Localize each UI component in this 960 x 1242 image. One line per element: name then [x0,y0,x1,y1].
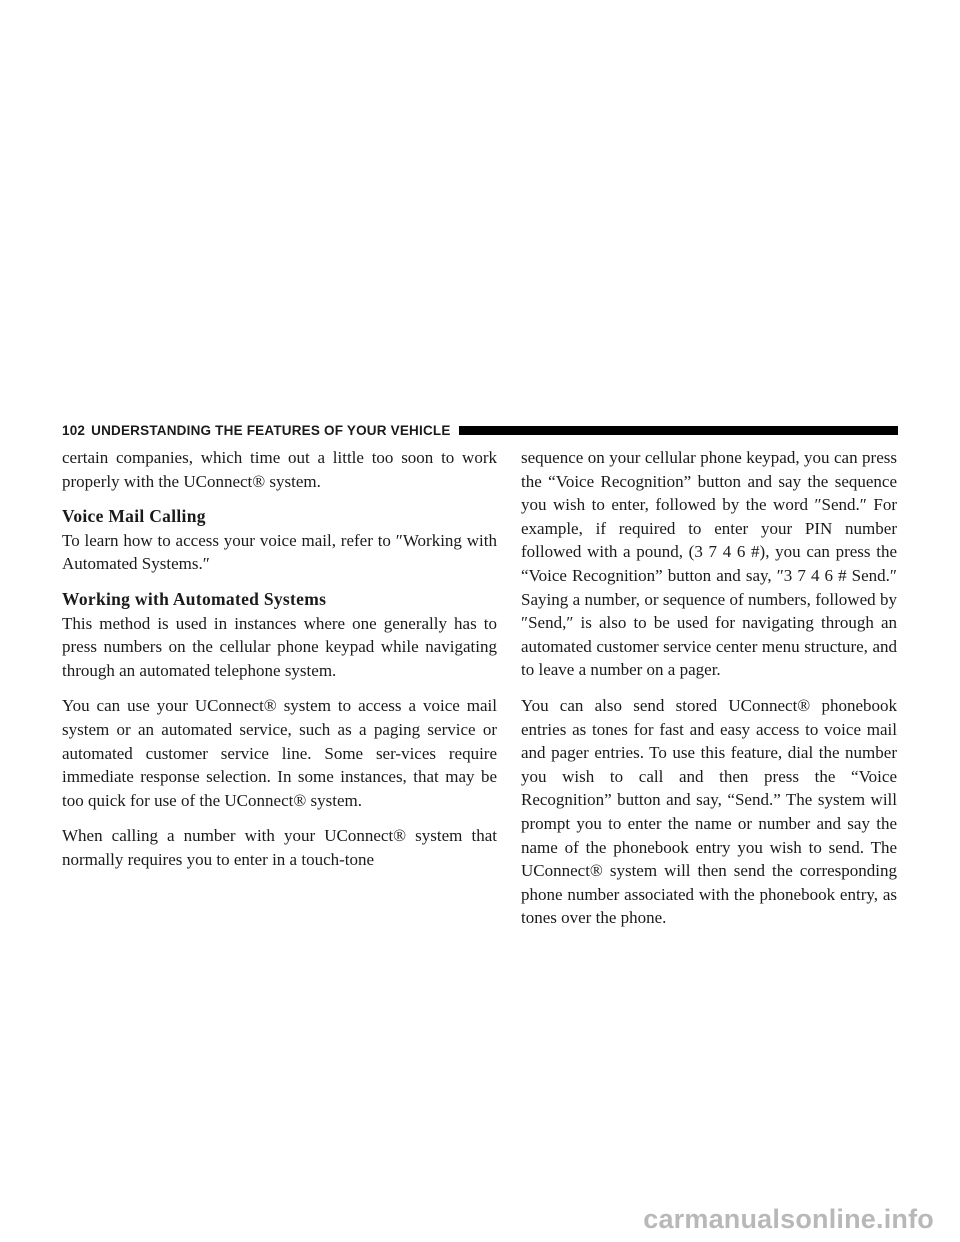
automated-paragraph-3: When calling a number with your UConnect® system that normally requires you to enter in a touch-tone [62,826,497,869]
continued-paragraph: sequence on your cellular phone keypad, you can press the “Voice Recognition” button and say the sequence you wish to enter, followed by the word ″Send.″ For example, if required to enter your PIN number followed with a pound, (3 7 4 6 #), you can press the “Voice Recognition” button and say, ″3 7 4 6 # Send.″ Saying a number, or sequence of numbers, followed by ″Send,″ is also to be used for navigating through an automated customer service center menu structure, and to leave a number on a pager. [521,448,897,680]
section-title: UNDERSTANDING THE FEATURES OF YOUR VEHICLE [91,422,451,438]
automated-paragraph-2: You can use your UConnect® system to access a voice mail system or an automated service, such as a paging service or automated customer service line. Some ser-vices require immediate response selection. In some instances, that may be too quick for use of the UConnect® system. [62,696,497,810]
watermark: carmanualsonline.info [643,1204,934,1234]
page-header [62,420,898,440]
header-rule [459,426,898,435]
right-column [521,446,897,942]
phonebook-paragraph: You can also send stored UConnect® phonebook entries as tones for fast and easy access to voice mail and pager entries. To use this feature, dial the number you wish to call and then press the “Voice Recognition” button and say, “Send.” The system will prompt you to enter the name or number and say the name of the phonebook entry you wish to send. The UConnect® system will then send the corresponding phone number associated with the phonebook entry, as tones over the phone. [521,695,897,928]
automated-paragraph-1: This method is used in instances where one generally has to press numbers on the cellular phone keypad while navigating through an automated telephone system. [62,613,497,680]
left-column [62,446,497,884]
page-number: 102 [62,422,86,438]
automated-systems-heading: Working with Automated Systems [62,588,327,609]
voice-mail-heading: Voice Mail Calling [62,506,206,527]
intro-paragraph: certain companies, which time out a little too soon to work properly with the UConnect® system. [62,448,497,491]
voice-mail-paragraph: To learn how to access your voice mail, refer to ″Working with Automated Systems.″ [62,530,497,574]
